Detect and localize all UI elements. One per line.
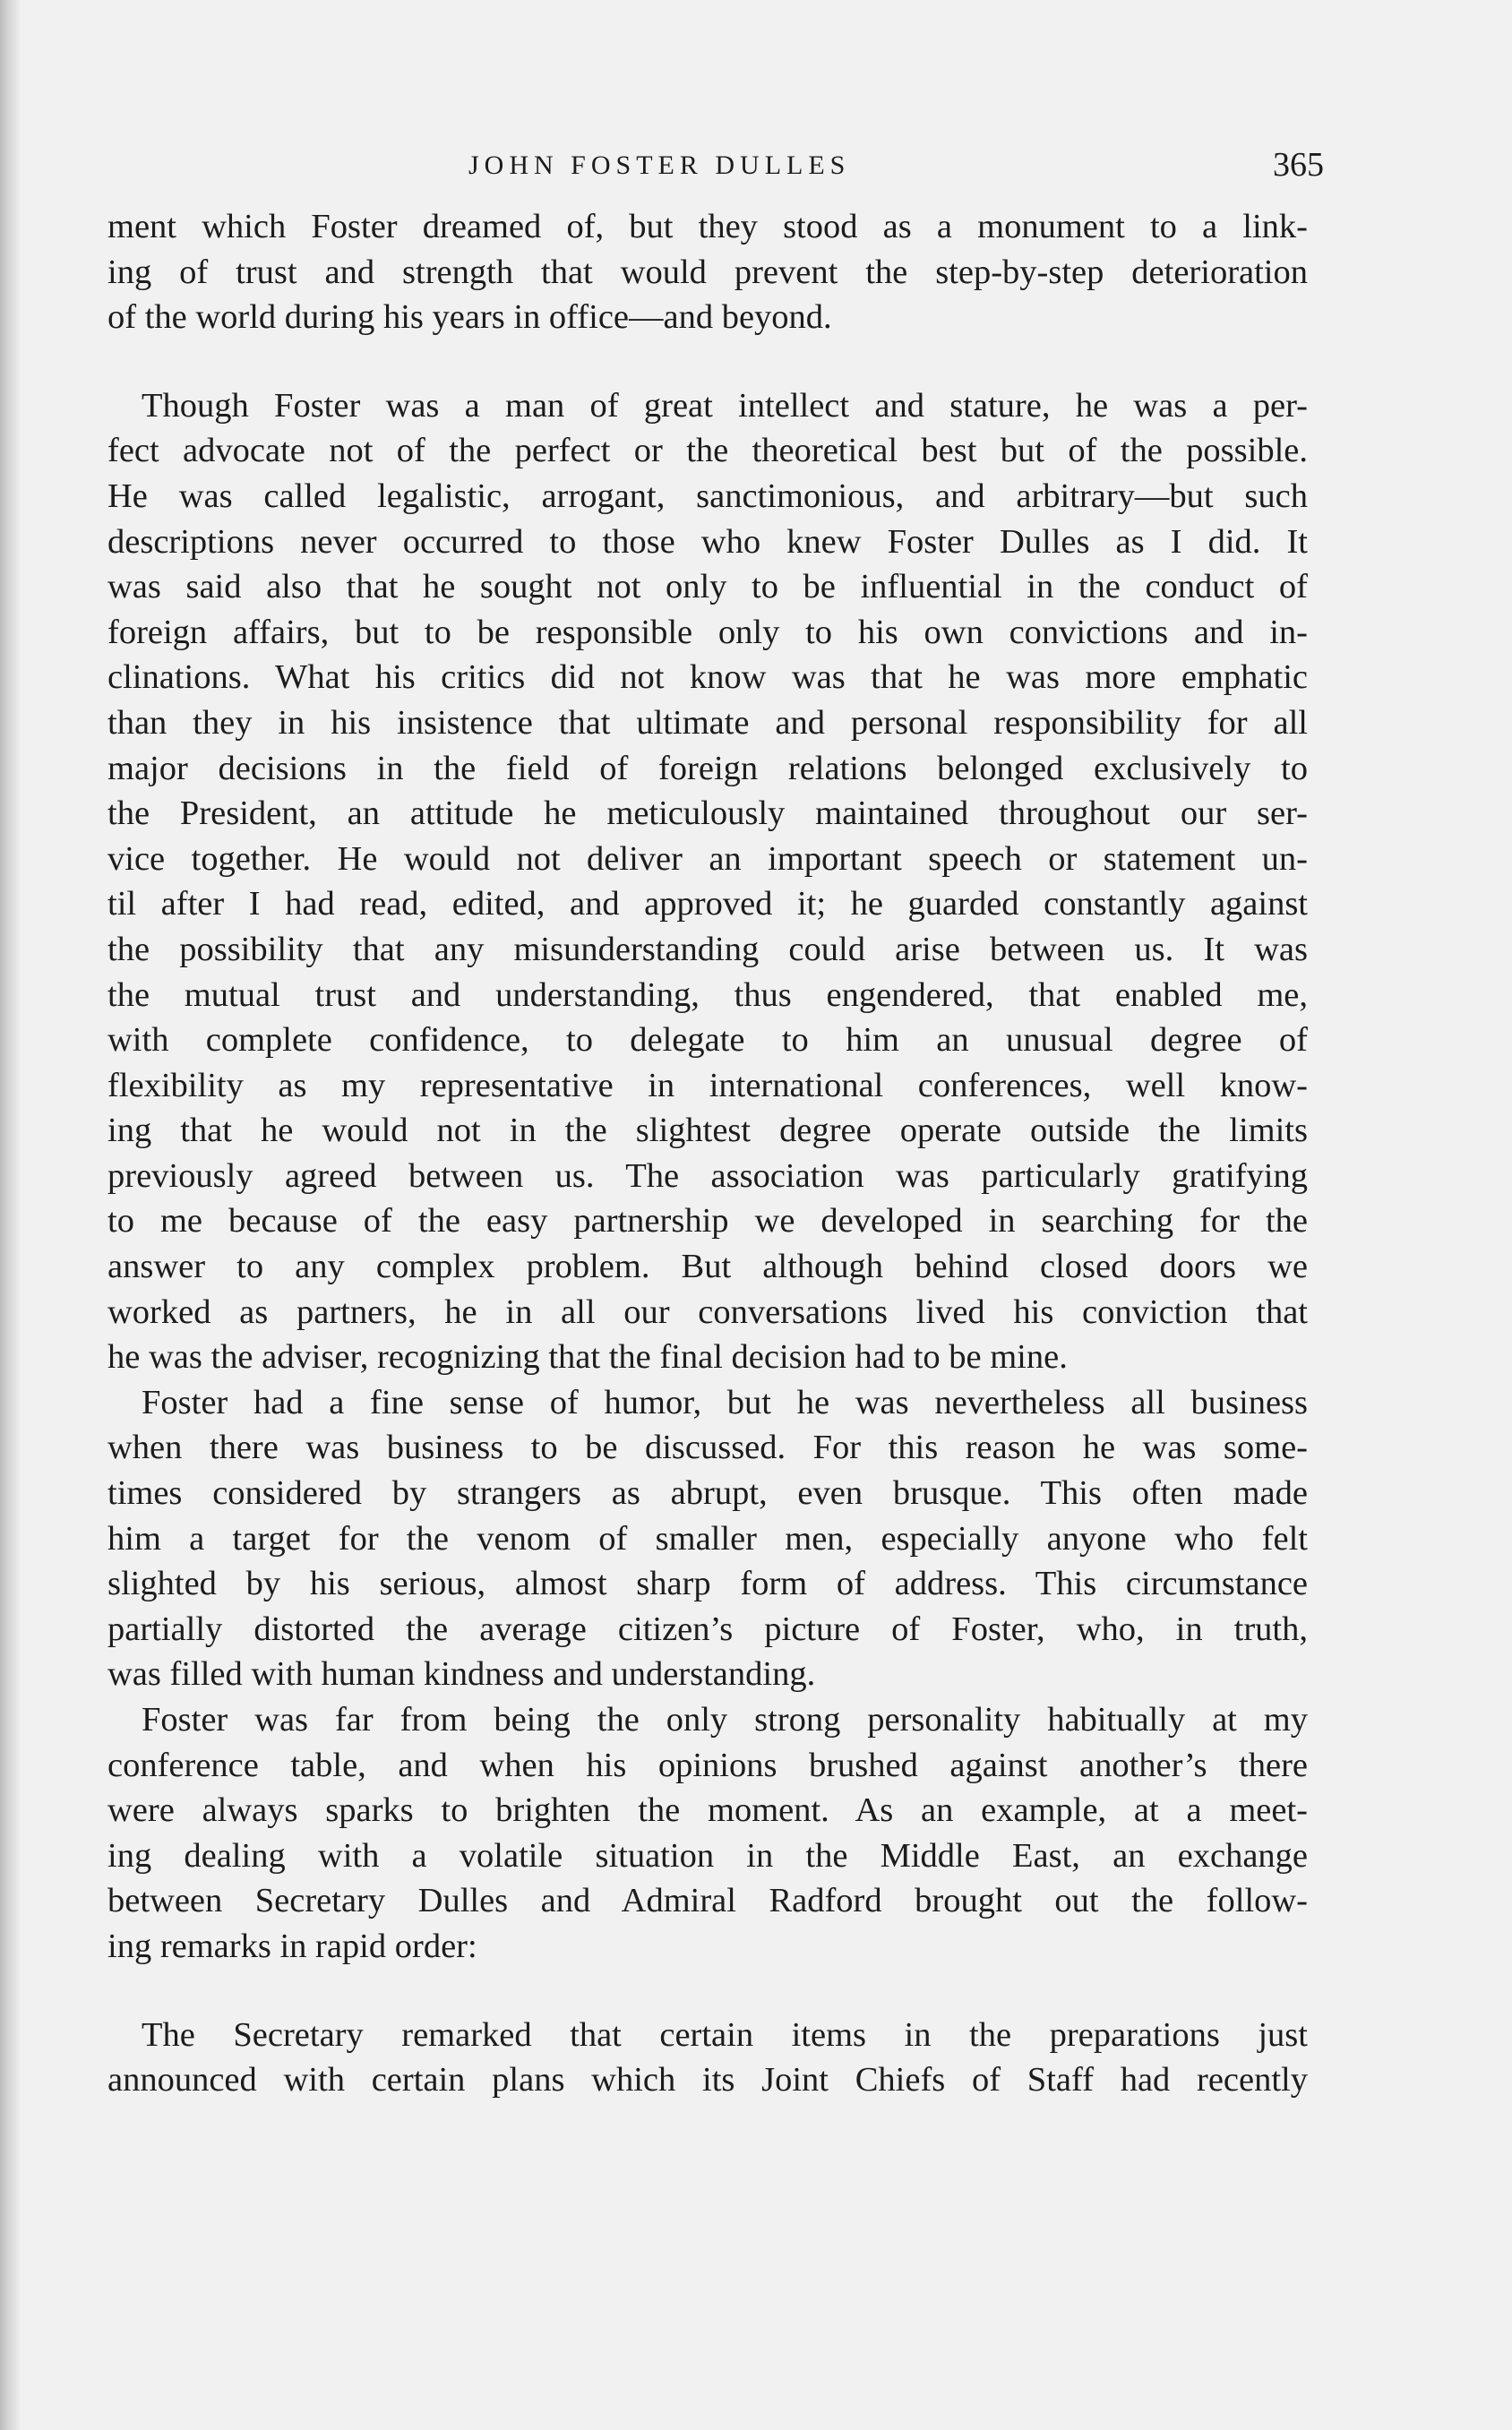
text-line: was filled with human kindness and understanding. bbox=[107, 1655, 816, 1694]
running-head bbox=[107, 143, 1324, 188]
text-line: Though Foster was a man of great intellect and stature, he was a per- bbox=[142, 386, 1308, 425]
text-line: fect advocate not of the perfect or the theoretical best but of the possible. bbox=[107, 432, 1308, 470]
text-line: ment which Foster dreamed of, but they stood as a monument to a link- bbox=[107, 208, 1308, 245]
text-line: between Secretary Dulles and Admiral Radford brought out the follow- bbox=[107, 1882, 1308, 1920]
paragraph-character bbox=[107, 383, 1308, 1380]
text-line: vice together. He would not deliver an important speech or statement un- bbox=[107, 839, 1308, 878]
text-line: to me because of the easy partnership we developed in searching for the bbox=[107, 1202, 1308, 1241]
text-line: the President, an attitude he meticulously maintained throughout our ser- bbox=[107, 794, 1308, 833]
text-line: with complete confidence, to delegate to him an unusual degree of bbox=[107, 1021, 1308, 1060]
text-line: descriptions never occurred to those who knew Foster Dulles as I did. It bbox=[107, 522, 1308, 561]
text-line: the mutual trust and understanding, thus engendered, that enabled me, bbox=[107, 975, 1308, 1014]
text-line: the possibility that any misunderstanding could arise between us. It was bbox=[107, 930, 1308, 968]
text-line: slighted by his serious, almost sharp form of address. This circumstance bbox=[107, 1565, 1308, 1603]
text-line: til after I had read, edited, and approved it; he guarded constantly against bbox=[107, 885, 1308, 923]
text-line: Foster had a fine sense of humor, but he was nevertheless all business bbox=[142, 1383, 1308, 1421]
text-line: clinations. What his critics did not know was that he was more emphatic bbox=[107, 658, 1308, 697]
text-line: ing dealing with a volatile situation in the Middle East, an exchange bbox=[107, 1836, 1308, 1875]
text-line: announced with certain plans which its Joint Chiefs of Staff had recently bbox=[107, 2061, 1308, 2099]
paragraph-continuation bbox=[107, 204, 1308, 340]
text-line: foreign affairs, but to be responsible only to his own convictions and in- bbox=[107, 613, 1308, 651]
text-line: answer to any complex problem. But although behind closed doors we bbox=[107, 1248, 1308, 1286]
text-line: of the world during his years in office—and beyond. bbox=[107, 298, 832, 337]
text-line: were always sparks to brighten the moment. As an example, at a meet- bbox=[107, 1791, 1308, 1830]
text-line: times considered by strangers as abrupt, even brusque. This often made bbox=[107, 1474, 1308, 1513]
body-text bbox=[107, 204, 1308, 2103]
text-line: he was the adviser, recognizing that the final decision had to be mine. bbox=[107, 1338, 1068, 1377]
text-line: Foster was far from being the only strong personality habitually at my bbox=[142, 1701, 1308, 1739]
paragraph-quoted-minutes bbox=[107, 2013, 1308, 2103]
text-line: previously agreed between us. The association was particularly gratifying bbox=[107, 1156, 1308, 1195]
text-line: ing of trust and strength that would prevent the step-by-step deterioration bbox=[107, 253, 1308, 291]
text-line: conference table, and when his opinions brushed against another’s there bbox=[107, 1746, 1308, 1784]
text-line: was said also that he sought not only to be influential in the conduct of bbox=[107, 568, 1308, 606]
page-number: 365 bbox=[1273, 146, 1324, 184]
page-binding-shadow bbox=[0, 0, 20, 2430]
text-line: than they in his insistence that ultimate and personal responsibility for all bbox=[107, 703, 1308, 742]
text-line: ing remarks in rapid order: bbox=[107, 1927, 477, 1965]
text-line: flexibility as my representative in international conferences, well know- bbox=[107, 1066, 1308, 1104]
paragraph-humor bbox=[107, 1380, 1308, 1697]
text-line: him a target for the venom of smaller men, especially anyone who felt bbox=[107, 1519, 1308, 1558]
paragraph-conference bbox=[107, 1697, 1308, 1970]
text-line: when there was business to be discussed. For this reason he was some- bbox=[107, 1429, 1308, 1467]
text-line: major decisions in the field of foreign relations belonged exclusively to bbox=[107, 749, 1308, 787]
text-line: The Secretary remarked that certain items in the preparations just bbox=[142, 2015, 1308, 2054]
text-line: He was called legalistic, arrogant, sanctimonious, and arbitrary—but such bbox=[107, 477, 1308, 515]
text-line: worked as partners, he in all our conversations lived his conviction that bbox=[107, 1292, 1308, 1331]
running-title: JOHN FOSTER DULLES bbox=[468, 150, 851, 180]
text-line: partially distorted the average citizen’s picture of Foster, who, in truth, bbox=[107, 1610, 1308, 1648]
text-line: ing that he would not in the slightest degree operate outside the limits bbox=[107, 1112, 1308, 1150]
